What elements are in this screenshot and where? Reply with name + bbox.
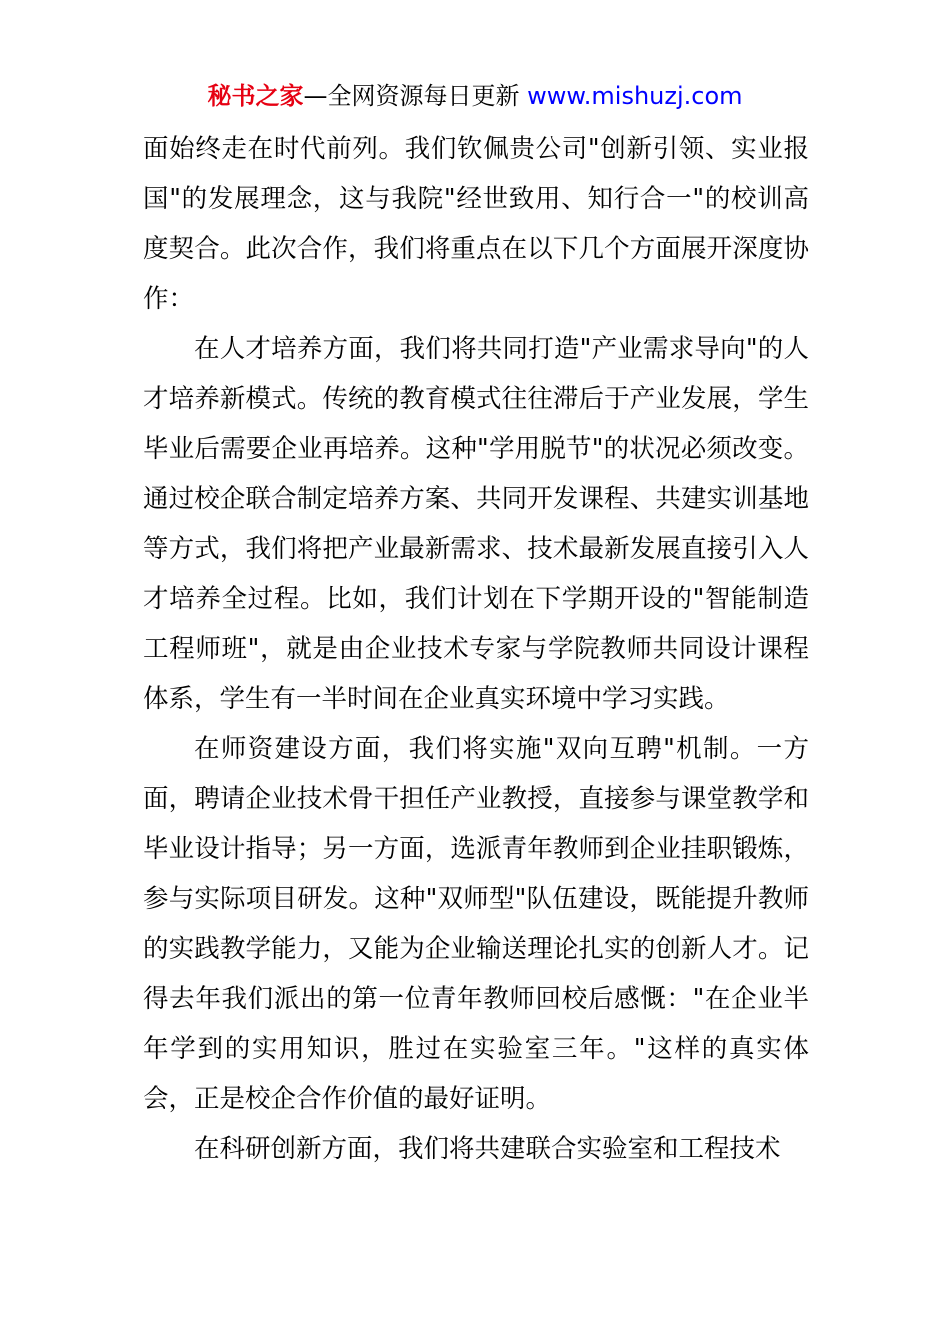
- paragraph-continuation: 面始终走在时代前列。我们钦佩贵公司"创新引领、实业报国"的发展理念，这与我院"经世致用、知行合一"的校训高度契合。此次合作，我们将重点在以下几个方面展开深度协作：: [143, 134, 809, 314]
- brand-name: 秘书之家: [207, 82, 304, 110]
- document-body: [143, 124, 809, 1174]
- site-url-link[interactable]: www.mishuzj.com: [527, 82, 743, 110]
- paragraph-talent-cultivation: 在人才培养方面，我们将共同打造"产业需求导向"的人才培养新模式。传统的教育模式往往滞后于产业发展，学生毕业后需要企业再培养。这种"学用脱节"的状况必须改变。通过校企联合制定培养方案、共同开发课程、共建实训基地等方式，我们将把产业最新需求、技术最新发展直接引入人才培养全过程。比如，我们计划在下学期开设的"智能制造工程师班"，就是由企业技术专家与学院教师共同设计课程体系，学生有一半时间在企业真实环境中学习实践。: [143, 334, 809, 714]
- paragraph-research-innovation: 在科研创新方面，我们将共建联合实验室和工程技术: [194, 1134, 781, 1164]
- site-header: [0, 80, 950, 112]
- header-tagline: —全网资源每日更新: [303, 82, 528, 110]
- paragraph-faculty-building: 在师资建设方面，我们将实施"双向互聘"机制。一方面，聘请企业技术骨干担任产业教授，直接参与课堂教学和毕业设计指导；另一方面，选派青年教师到企业挂职锻炼，参与实际项目研发。这种"双师型"队伍建设，既能提升教师的实践教学能力，又能为企业输送理论扎实的创新人才。记得去年我们派出的第一位青年教师回校后感慨："在企业半年学到的实用知识，胜过在实验室三年。"这样的真实体会，正是校企合作价值的最好证明。: [143, 734, 809, 1114]
